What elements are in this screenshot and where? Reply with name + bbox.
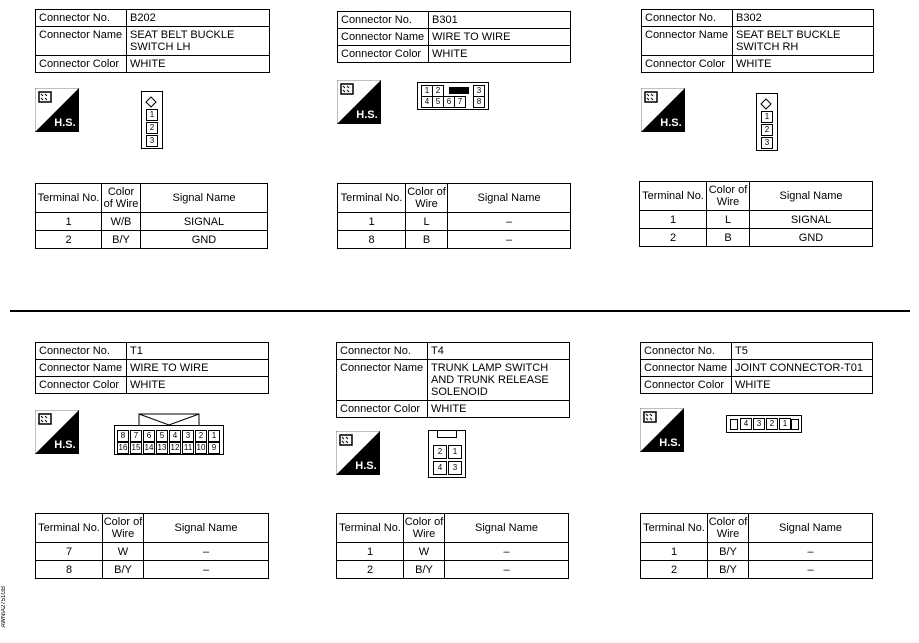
connector-color-value: WHITE: [428, 401, 570, 418]
wire-color: B/Y: [103, 561, 144, 579]
connector-name-value: WIRE TO WIRE: [429, 29, 571, 46]
terminal-no: 2: [641, 561, 708, 579]
table-row: [36, 213, 268, 231]
connector-name-value: SEAT BELT BUCKLE SWITCH RH: [733, 27, 874, 56]
pin: 16: [118, 443, 128, 452]
pin: 2: [432, 85, 444, 97]
connector-no-value: T1: [127, 343, 269, 360]
wire-color: B/Y: [708, 561, 749, 579]
harness-side-badge: [35, 88, 79, 132]
connector-name-value: JOINT CONNECTOR-T01: [732, 360, 873, 377]
pin: 4: [433, 461, 447, 475]
connector-no-label: Connector No.: [36, 10, 127, 27]
terminal-table-b202: [35, 183, 268, 249]
connector-face-t5: [726, 415, 802, 433]
pin: 1: [208, 430, 220, 442]
pin: 3: [146, 135, 158, 147]
pin: 9: [208, 442, 220, 454]
pin: 3: [753, 418, 765, 430]
table-row: [337, 543, 569, 561]
connector-face-b302: [756, 93, 778, 151]
pin: 13: [157, 443, 167, 452]
terminal-no: 1: [338, 213, 406, 231]
connector-info-t5: [640, 342, 873, 394]
pin: 1: [779, 418, 791, 430]
harness-side-badge: [641, 88, 685, 132]
signal-name: GND: [750, 229, 873, 247]
terminal-no: 1: [36, 213, 102, 231]
hs-label: H.S.: [355, 460, 377, 472]
pin: 3: [182, 430, 194, 442]
wire-color-header: Color of Wire: [102, 184, 141, 213]
signal-name-header: Signal Name: [445, 514, 569, 543]
wire-color: B/Y: [404, 561, 445, 579]
connector-color-value: WHITE: [733, 56, 874, 73]
wire-color: B/Y: [102, 231, 141, 249]
connector-name-label: Connector Name: [337, 360, 428, 401]
terminal-no: 8: [36, 561, 103, 579]
connector-info-t4: [336, 342, 570, 418]
terminal-no: 1: [337, 543, 404, 561]
wire-color-header: Color of Wire: [103, 514, 144, 543]
terminal-no: 2: [337, 561, 404, 579]
connector-no-value: B302: [733, 10, 874, 27]
connector-color-label: Connector Color: [337, 401, 428, 418]
pin: 5: [156, 430, 168, 442]
harness-side-badge: [640, 408, 684, 452]
key-icon: [791, 419, 799, 430]
hs-label: H.S.: [659, 437, 681, 449]
table-row: [337, 561, 569, 579]
terminal-table-b302: [639, 181, 873, 247]
key-diamond-icon: [760, 97, 772, 109]
pin: 2: [761, 124, 773, 136]
wire-color: W: [404, 543, 445, 561]
pin: 10: [196, 443, 206, 452]
connector-no-label: Connector No.: [642, 10, 733, 27]
terminal-table-t1: [35, 513, 269, 579]
terminal-no-header: Terminal No.: [36, 514, 103, 543]
wire-color: L: [406, 213, 448, 231]
signal-name: SIGNAL: [750, 211, 873, 229]
wire-color: L: [707, 211, 750, 229]
pin: 4: [169, 430, 181, 442]
signal-name: –: [144, 543, 269, 561]
terminal-no: 2: [36, 231, 102, 249]
connector-name-value: TRUNK LAMP SWITCH AND TRUNK RELEASE SOLENOID: [428, 360, 570, 401]
terminal-no: 8: [338, 231, 406, 249]
wire-color: B: [707, 229, 750, 247]
signal-name: –: [749, 561, 873, 579]
connector-face-t4: [428, 430, 466, 478]
hs-label: H.S.: [54, 439, 76, 451]
connector-no-label: Connector No.: [641, 343, 732, 360]
terminal-no: 2: [640, 229, 707, 247]
pin: 7: [454, 96, 466, 108]
connector-no-value: B202: [127, 10, 270, 27]
connector-info-t1: [35, 342, 269, 394]
key-icon: [730, 419, 738, 430]
pin: 1: [761, 111, 773, 123]
pin: 1: [448, 445, 462, 459]
connector-face-t1: [114, 411, 224, 455]
pin: 15: [131, 443, 141, 452]
pin: 11: [183, 443, 193, 452]
table-row: [36, 543, 269, 561]
pin: 8: [473, 96, 485, 108]
connector-color-value: WHITE: [127, 56, 270, 73]
connector-no-label: Connector No.: [337, 343, 428, 360]
table-row: [338, 231, 571, 249]
wire-color: W/B: [102, 213, 141, 231]
pin: 6: [443, 96, 455, 108]
terminal-no: 7: [36, 543, 103, 561]
table-row: [640, 229, 873, 247]
connector-no-label: Connector No.: [36, 343, 127, 360]
pin: 2: [433, 445, 447, 459]
terminal-no: 1: [641, 543, 708, 561]
signal-name: –: [144, 561, 269, 579]
pin: 5: [432, 96, 444, 108]
pin: 1: [421, 85, 433, 97]
pin: 3: [448, 461, 462, 475]
connector-color-value: WHITE: [127, 377, 269, 394]
pin: 8: [117, 430, 129, 442]
wire-color: B/Y: [708, 543, 749, 561]
section-divider: [10, 310, 910, 312]
latch-icon: [437, 431, 457, 438]
signal-name-header: Signal Name: [144, 514, 269, 543]
hs-label: H.S.: [54, 117, 76, 129]
signal-name-header: Signal Name: [141, 184, 268, 213]
connector-color-label: Connector Color: [36, 377, 127, 394]
signal-name: GND: [141, 231, 268, 249]
table-row: [36, 561, 269, 579]
key-block-icon: [449, 87, 469, 94]
connector-color-label: Connector Color: [642, 56, 733, 73]
connector-name-label: Connector Name: [642, 27, 733, 56]
signal-name: –: [445, 561, 569, 579]
table-row: [641, 561, 873, 579]
pin: 1: [146, 109, 158, 121]
connector-info-b202: [35, 9, 270, 73]
connector-color-label: Connector Color: [641, 377, 732, 394]
terminal-no-header: Terminal No.: [337, 514, 404, 543]
harness-side-badge: [336, 431, 380, 475]
signal-name-header: Signal Name: [749, 514, 873, 543]
signal-name: –: [749, 543, 873, 561]
connector-no-value: B301: [429, 12, 571, 29]
terminal-no-header: Terminal No.: [641, 514, 708, 543]
signal-name-header: Signal Name: [750, 182, 873, 211]
table-row: [36, 231, 268, 249]
terminal-table-t4: [336, 513, 569, 579]
connector-no-value: T5: [732, 343, 873, 360]
connector-name-label: Connector Name: [36, 27, 127, 56]
connector-color-label: Connector Color: [36, 56, 127, 73]
signal-name: –: [448, 213, 571, 231]
terminal-no: 1: [640, 211, 707, 229]
connector-no-value: T4: [428, 343, 570, 360]
pin: 12: [170, 443, 180, 452]
key-diamond-icon: [145, 95, 157, 107]
connector-info-b301: [337, 11, 571, 63]
harness-side-badge: [35, 410, 79, 454]
wire-color: W: [103, 543, 144, 561]
wire-color-header: Color of Wire: [708, 514, 749, 543]
terminal-table-b301: [337, 183, 571, 249]
pin: 2: [146, 122, 158, 134]
terminal-no-header: Terminal No.: [36, 184, 102, 213]
signal-name-header: Signal Name: [448, 184, 571, 213]
terminal-table-t5: [640, 513, 873, 579]
pin: 3: [473, 85, 485, 97]
connector-face-b301: [417, 82, 489, 110]
hs-label: H.S.: [356, 109, 378, 121]
table-row: [640, 211, 873, 229]
terminal-no-header: Terminal No.: [338, 184, 406, 213]
wire-color-header: Color of Wire: [707, 182, 750, 211]
pin: 6: [143, 430, 155, 442]
table-row: [641, 543, 873, 561]
connector-name-label: Connector Name: [641, 360, 732, 377]
table-row: [338, 213, 571, 231]
hs-label: H.S.: [660, 117, 682, 129]
pin: 14: [144, 443, 154, 452]
connector-face-b202: [141, 91, 163, 149]
pin: 2: [766, 418, 778, 430]
pin: 3: [761, 137, 773, 149]
document-code: AWNIA2751GB: [1, 586, 7, 628]
harness-side-badge: [337, 80, 381, 124]
wire-color: B: [406, 231, 448, 249]
pin: 7: [130, 430, 142, 442]
connector-color-value: WHITE: [429, 46, 571, 63]
connector-name-label: Connector Name: [36, 360, 127, 377]
connector-no-label: Connector No.: [338, 12, 429, 29]
pin: 2: [195, 430, 207, 442]
connector-name-label: Connector Name: [338, 29, 429, 46]
signal-name: SIGNAL: [141, 213, 268, 231]
connector-name-value: SEAT BELT BUCKLE SWITCH LH: [127, 27, 270, 56]
wire-color-header: Color of Wire: [406, 184, 448, 213]
signal-name: –: [445, 543, 569, 561]
connector-color-label: Connector Color: [338, 46, 429, 63]
pin: 4: [740, 418, 752, 430]
connector-color-value: WHITE: [732, 377, 873, 394]
terminal-no-header: Terminal No.: [640, 182, 707, 211]
wire-color-header: Color of Wire: [404, 514, 445, 543]
connector-info-b302: [641, 9, 874, 73]
connector-name-value: WIRE TO WIRE: [127, 360, 269, 377]
pin: 4: [421, 96, 433, 108]
signal-name: –: [448, 231, 571, 249]
